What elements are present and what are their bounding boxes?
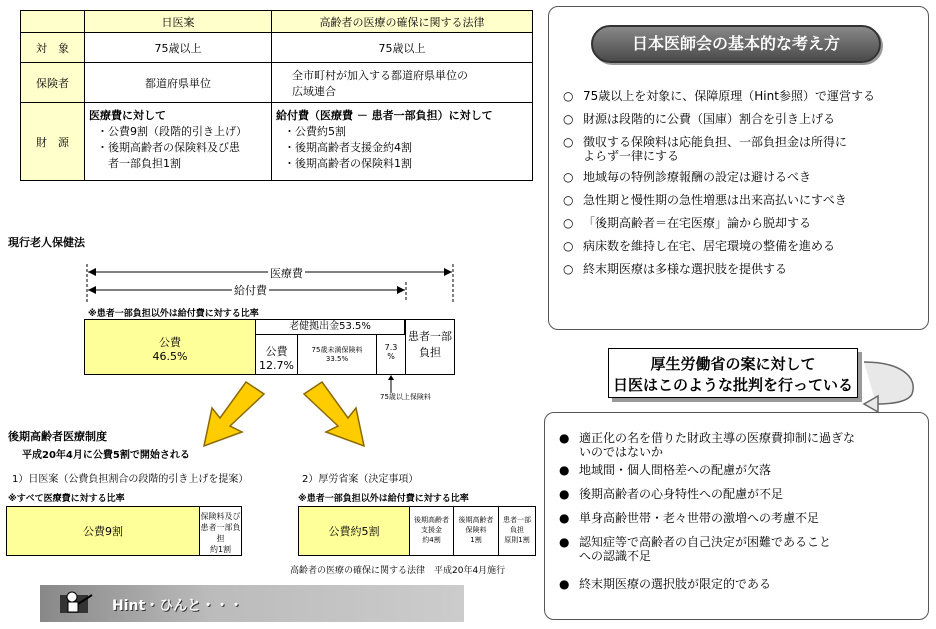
basic-view-item — [559, 262, 933, 276]
cell-nichii-insurer: 都道府県単位 — [85, 63, 272, 103]
bar-kohi9: 公費9割 — [6, 506, 200, 556]
cell-nichii-funding — [85, 103, 272, 181]
basic-view-item — [559, 193, 933, 207]
arrow-note: 75歳以上保険料 — [380, 393, 431, 401]
row-label-target: 対 象 — [21, 33, 85, 63]
criticism-text: 終末期医療の選択肢が限定的である — [579, 577, 772, 591]
criticism-item — [555, 577, 929, 591]
funding-law-line: ・公費約5割 — [284, 125, 346, 138]
late-stage-subtitle: 平成20年4月に公費5割で開始される — [22, 450, 190, 461]
option-mhlw: 2）厚労省案（決定事項） — [302, 474, 419, 485]
circle-bullet-icon: ○ — [563, 239, 574, 253]
criticism-item — [555, 487, 929, 501]
filled-bullet-icon: ● — [559, 511, 570, 525]
funding-law-line: ・後期高齢者支援金約4割 — [284, 141, 412, 154]
bar-kohi5: 公費約5割 — [298, 506, 410, 556]
criticism-item — [555, 463, 929, 477]
table-header-empty — [21, 11, 85, 33]
basic-view-panel — [548, 6, 929, 330]
criticism-title-2: 日医はこのような批判を行っている — [612, 376, 853, 394]
basic-view-item — [559, 135, 933, 163]
table-header-law: 高齢者の医療の確保に関する法律 — [272, 11, 533, 33]
bar-kohi2: 公費 12.7% — [255, 334, 298, 375]
hint-label: Hint・ひんと・・・ — [112, 598, 244, 614]
cell-law-target: 75歳以上 — [272, 33, 533, 63]
bar-hoken-1: 後期高齢者 保険料 1割 — [453, 506, 499, 556]
hint-bar[interactable] — [40, 585, 464, 622]
filled-bullet-icon: ● — [559, 535, 570, 549]
bar-rouken: 老健拠出金53.5% — [255, 319, 405, 335]
current-note: ※患者一部負担以外は給付費に対する比率 — [88, 309, 259, 319]
option-nichii: 1）日医案（公費負担割合の段階的引き上げを提案） — [12, 474, 249, 485]
yellow-arrow-right — [300, 380, 372, 450]
row-label-insurer: 保険者 — [21, 63, 85, 103]
criticism-text: 後期高齢者の心身特性への配慮が不足 — [579, 487, 784, 501]
criticism-item — [555, 431, 929, 459]
basic-view-text: 財源は段階的に公費（国庫）割合を引き上げる — [583, 112, 836, 126]
label-kyufuhi: 給付費 — [234, 284, 267, 297]
basic-view-text: 急性期と慢性期の急性増悪は出来高払いにすべき — [583, 193, 847, 207]
yellow-arrow-left — [198, 380, 270, 450]
basic-view-text: 病床数を維持し在宅、居宅環境の整備を進める — [583, 239, 836, 253]
basic-view-item — [559, 112, 933, 126]
label-iryohi: 医療費 — [270, 267, 303, 280]
bar-kanja: 患者一部 負担 — [405, 319, 455, 375]
bar-kanja-gen: 患者一部 負担 原則1割 — [498, 506, 536, 556]
filled-bullet-icon: ● — [559, 431, 570, 445]
small-up-arrow — [386, 375, 396, 393]
criticism-item — [555, 535, 929, 563]
basic-view-item — [559, 170, 933, 184]
cell-nichii-target: 75歳以上 — [85, 33, 272, 63]
filled-bullet-icon: ● — [559, 463, 570, 477]
circle-bullet-icon: ○ — [563, 170, 574, 184]
criticism-text: 適正化の名を借りた財政主導の医療費抑制に過ぎな いのではないか — [579, 431, 856, 459]
basic-view-item — [559, 89, 933, 103]
criticism-text: 地域間・個人間格差への配慮が欠落 — [579, 463, 772, 477]
teacher-icon — [54, 589, 98, 617]
funding-nichii-line: 医療費に対して — [89, 109, 166, 122]
funding-nichii-line: ・後期高齢者の保険料及び患 者一部負担1割 — [97, 141, 240, 170]
cell-law-funding — [272, 103, 533, 181]
basic-view-text: 地域毎の特例診療報酬の設定は避けるべき — [583, 170, 812, 184]
law-caption: 高齢者の医療の確保に関する法律 平成20年4月施行 — [290, 566, 506, 576]
basic-view-text: 徴収する保険料は応能負担、一部負担金は所得に よらず一律にする — [583, 135, 848, 163]
comparison-table — [20, 10, 533, 181]
table-header-nichii: 日医案 — [85, 11, 272, 33]
criticism-text: 単身高齢世帯・老々世帯の激増への考慮不足 — [579, 511, 820, 525]
circle-bullet-icon: ○ — [563, 112, 574, 126]
cell-law-insurer: 全市町村が加入する都道府県単位の 広域連合 — [272, 63, 533, 103]
criticism-panel — [544, 412, 929, 620]
filled-bullet-icon: ● — [559, 577, 570, 591]
basic-view-text: 終末期医療は多様な選択肢を提供する — [583, 262, 788, 276]
basic-view-text: 「後期高齢者＝在宅医療」論から脱却する — [583, 216, 812, 230]
curved-arrow — [862, 358, 922, 414]
basic-view-text: 75歳以上を対象に、保障原理（Hint参照）で運営する — [583, 89, 875, 103]
note-benefits: ※患者一部負担以外は給付費に対する比率 — [298, 494, 469, 504]
circle-bullet-icon: ○ — [563, 216, 574, 230]
basic-view-title: 日本医師会の基本的な考え方 — [591, 25, 881, 63]
current-system-title: 現行老人保健法 — [8, 236, 85, 249]
bar-pct73: 7.3 % — [376, 334, 406, 375]
criticism-title-box — [608, 348, 858, 398]
circle-bullet-icon: ○ — [563, 262, 574, 276]
funding-law-line: 給付費（医療費 － 患者一部負担）に対して — [276, 109, 493, 122]
note-all-medical: ※すべて医療費に対する比率 — [8, 494, 125, 504]
basic-view-item — [559, 216, 933, 230]
circle-bullet-icon: ○ — [563, 193, 574, 207]
bar-seikyu: 75歳未満保険料 33.5% — [297, 334, 377, 375]
funding-law-line: ・後期高齢者の保険料1割 — [284, 157, 412, 170]
bar-hoken1: 保険料及び 患者一部負担 約1割 — [199, 506, 242, 556]
circle-bullet-icon: ○ — [563, 135, 574, 149]
criticism-text: 認知症等で高齢者の自己決定が困難であること への認識不足 — [579, 535, 832, 563]
circle-bullet-icon: ○ — [563, 89, 574, 103]
row-label-funding: 財 源 — [21, 103, 85, 181]
basic-view-item — [559, 239, 933, 253]
bar-shien4: 後期高齢者 支援金 約4割 — [409, 506, 454, 556]
funding-nichii-line: ・公費9割（段階的引き上げ） — [97, 125, 247, 138]
criticism-item — [555, 511, 929, 525]
late-stage-title: 後期高齢者医療制度 — [8, 430, 107, 443]
bar-kohi: 公費 46.5% — [84, 319, 256, 375]
criticism-title-1: 厚生労働省の案に対して — [650, 355, 816, 373]
filled-bullet-icon: ● — [559, 487, 570, 501]
